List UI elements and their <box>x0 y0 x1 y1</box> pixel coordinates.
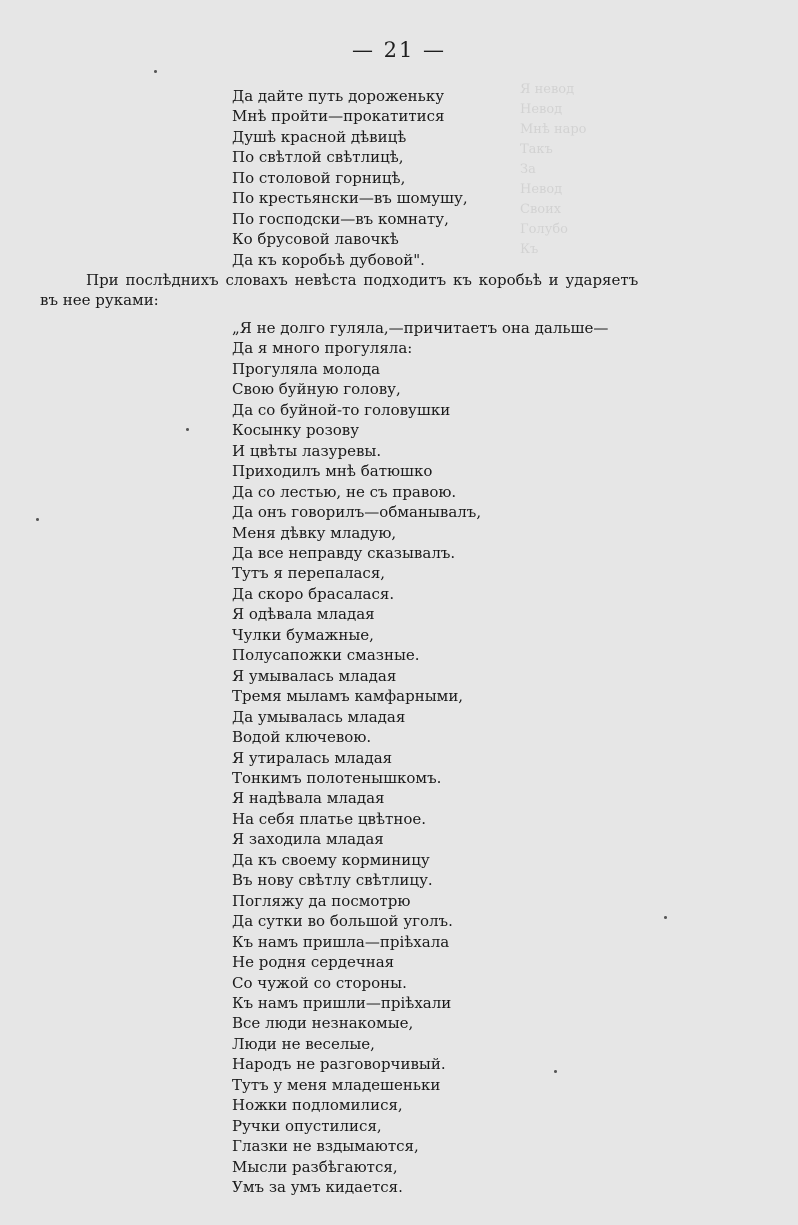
verse-line: Умъ за умъ кидается. <box>232 1178 403 1197</box>
paper-speck <box>186 428 189 431</box>
bleed-through-text: Я невод Невод Мнѣ наро Такъ За Невод Своих Голубо Къ <box>520 82 587 257</box>
verse-line: Да онъ говорилъ—обманывалъ, <box>232 503 482 522</box>
verse-line: Ко брусовой лавочкѣ <box>232 230 399 249</box>
verse-line: Да къ своему корминицу <box>232 850 430 869</box>
verse-line: Полусапожки смазные. <box>232 646 420 665</box>
verse-line: Люди не веселые, <box>232 1034 375 1053</box>
prose-paragraph <box>40 270 760 310</box>
lament-verse-part-1 <box>232 86 468 270</box>
verse-line: Я одѣвала младая <box>232 605 375 624</box>
verse-line: Народъ не разговорчивый. <box>232 1055 446 1074</box>
verse-line: Я утиралась младая <box>232 748 393 767</box>
paper-speck <box>664 916 667 919</box>
verse-line: Къ намъ пришли—прiѣхали <box>232 993 452 1012</box>
verse-line: На себя платье цвѣтное. <box>232 809 427 828</box>
verse-line: Приходилъ мнѣ батюшко <box>232 462 433 481</box>
verse-line: Ручки опустилися, <box>232 1116 382 1135</box>
verse-line: По столовой горницѣ, <box>232 168 406 187</box>
verse-line: Я заходила младая <box>232 830 384 849</box>
verse-line: Я надѣвала младая <box>232 789 385 808</box>
verse-line: И цвѣты лазуревы. <box>232 441 382 460</box>
verse-line: Глазки не вздымаются, <box>232 1137 419 1156</box>
verse-line: Душѣ красной дѣвицѣ <box>232 127 407 146</box>
verse-line: Да дайте путь дороженьку <box>232 87 445 105</box>
verse-line: Чулки бумажные, <box>232 625 374 644</box>
paper-speck <box>36 518 39 521</box>
verse-line: Не родня сердечная <box>232 953 395 972</box>
page-number: — 21 — <box>351 38 447 62</box>
verse-line: Мнѣ пройти—прокатитися <box>232 107 445 126</box>
verse-line: Мысли разбѣгаются, <box>232 1157 398 1176</box>
verse-line: Да къ коробьѣ дубовой". <box>232 250 425 269</box>
verse-line: Да со лестью, не съ правою. <box>232 482 457 501</box>
lament-verse-part-2 <box>232 318 608 1197</box>
verse-line: Да умывалась младая <box>232 707 406 726</box>
verse-line: Меня дѣвку младую, <box>232 523 397 542</box>
verse-line: Тремя мыламъ камфарными, <box>232 687 464 706</box>
verse-line: Водой ключевою. <box>232 728 372 747</box>
verse-line: Да сутки во большой уголъ. <box>232 912 453 931</box>
verse-line: Тутъ я перепалася, <box>232 564 386 583</box>
verse-line: Къ намъ пришла—прiѣхала <box>232 932 450 951</box>
verse-line: Тутъ у меня младешеньки <box>232 1075 441 1094</box>
verse-line: Косынку розову <box>232 421 360 440</box>
verse-line: Въ нову свѣтлу свѣтлицу. <box>232 871 433 890</box>
verse-line: Да все неправду сказывалъ. <box>232 543 456 562</box>
paper-speck <box>154 70 157 73</box>
verse-line: Погляжу да посмотрю <box>232 891 411 910</box>
verse-line: Все люди незнакомые, <box>232 1014 414 1033</box>
verse-line: Свою буйную голову, <box>232 380 401 399</box>
verse-line: По крестьянски—въ шомушу, <box>232 189 468 208</box>
verse-line: Да я много прогуляла: <box>232 339 413 358</box>
verse-line: „Я не долго гуляла,—причитаетъ она дальше— <box>232 319 609 337</box>
verse-line: Да со буйной-то головушки <box>232 400 451 419</box>
prose-line: въ нее руками: <box>40 291 159 309</box>
verse-line: Прогуляла молода <box>232 359 381 378</box>
verse-line: Ножки подломилися, <box>232 1096 403 1115</box>
verse-line: По господски—въ комнату, <box>232 209 449 228</box>
verse-line: Я умывалась младая <box>232 666 397 685</box>
verse-line: Да скоро брасалася. <box>232 584 395 603</box>
verse-line: По свѣтлой свѣтлицѣ, <box>232 148 404 167</box>
verse-line: Тонкимъ полотенышкомъ. <box>232 768 442 787</box>
verse-line: Со чужой со стороны. <box>232 973 407 992</box>
prose-line: При послѣднихъ словахъ невѣста подходитъ къ коробьѣ и ударяетъ <box>86 271 639 289</box>
